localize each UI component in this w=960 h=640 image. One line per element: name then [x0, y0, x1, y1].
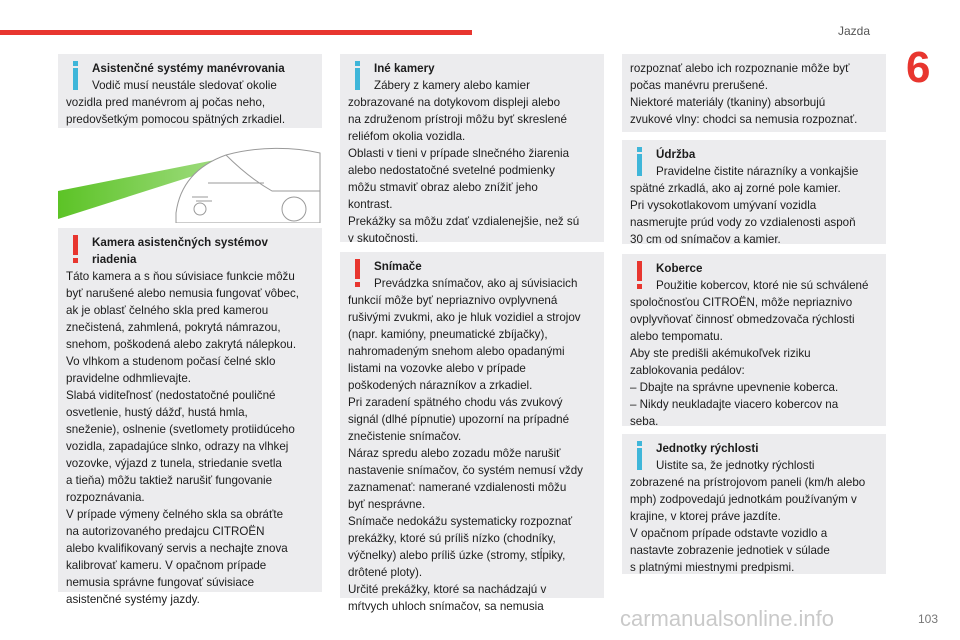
info-icon: [66, 61, 84, 91]
box-title: Jednotky rýchlosti: [656, 442, 759, 455]
box-line: Uistite sa, že jednotky rýchlosti: [656, 459, 815, 472]
box-line: mŕtvych uhloch snímačov, sa nemusia: [348, 600, 544, 613]
box-line: signál (dlhé pípnutie) upozorní na prípadné: [348, 413, 570, 426]
box-line: zvukové vlny: chodci sa nemusia rozpoznať.: [630, 113, 858, 126]
box-line: spoločnosťou CITROËN, môže nepriaznivo: [630, 296, 853, 309]
box-line: zablokovania pedálov:: [630, 364, 745, 377]
box-line: pravidelne odhmlievajte.: [66, 372, 192, 385]
box-line: – Nikdy neukladajte viacero kobercov na: [630, 398, 839, 411]
box-line: funkcií môže byť nepriaznivo ovplyvnená: [348, 294, 558, 307]
box-line: V prípade výmeny čelného skla sa obráťte: [66, 508, 284, 521]
box-line: Pri vysokotlakovom umývaní vozidla: [630, 199, 817, 212]
box-line: Pravidelne čistite nárazníky a vonkajšie: [656, 165, 859, 178]
box-line: predovšetkým pomocou spätných zrkadiel.: [66, 113, 286, 126]
box-line: kontrast.: [348, 198, 393, 211]
info-box-maneuver-assist: [58, 54, 322, 128]
box-line: Určité prekážky, ktoré sa nachádzajú v: [348, 583, 547, 596]
warning-icon: [66, 235, 84, 265]
page-number: 103: [917, 612, 938, 626]
box-title-cont: riadenia: [92, 253, 137, 266]
warning-icon: [630, 261, 648, 291]
box-title: Kamera asistenčných systémov: [92, 236, 268, 249]
info-box-other-cameras: [340, 54, 604, 245]
box-title: Snímače: [374, 260, 422, 273]
box-line: Prevádzka snímačov, ako aj súvisiacich: [374, 277, 578, 290]
box-line: kalibrovať kameru. V opačnom prípade: [66, 559, 267, 572]
box-line: v skutočnosti.: [348, 232, 419, 245]
car-camera-illustration: [58, 143, 322, 223]
box-line: 30 cm od snímačov a kamier.: [630, 233, 781, 246]
box-line: nemusia správne fungovať súvisiace: [66, 576, 255, 589]
box-line: ovplyvňovať činnosť obmedzovača rýchlosti: [630, 313, 855, 326]
box-line: vozidla pred manévrom aj počas neho,: [66, 96, 266, 109]
box-line: znečistená, zahmlená, pokrytá námrazou,: [66, 321, 281, 334]
box-line: nastavenie snímačov, čo systém nemusí vždy: [348, 464, 583, 477]
box-line: mph) zodpovedajú jednotkám používaným v: [630, 493, 857, 506]
box-line: zaznamenať: namerané vzdialenosti môžu: [348, 481, 567, 494]
box-line: drôtené ploty).: [348, 566, 423, 579]
watermark: carmanualsonline.info: [620, 606, 835, 631]
box-line: ak je oblasť čelného skla pred kamerou: [66, 304, 269, 317]
info-icon: [630, 147, 648, 177]
box-line: a tieňa) môžu taktiež narušiť fungovanie: [66, 474, 273, 487]
box-line: znečistenie snímačov.: [348, 430, 462, 443]
box-line: Snímače nedokážu systematicky rozpoznať: [348, 515, 573, 528]
box-title: Údržba: [656, 148, 696, 161]
box-line: V opačnom prípade odstavte vozidlo a: [630, 527, 828, 540]
warning-box-floor-mats: [622, 254, 886, 426]
section-title: Jazda: [837, 24, 870, 38]
box-line: výčnelky) alebo príliš úzke (stromy, stĺpiky,: [348, 549, 566, 562]
box-line: Zábery z kamery alebo kamier: [374, 79, 530, 92]
warning-box-driving-camera: [58, 228, 322, 606]
box-line: Táto kamera a s ňou súvisiace funkcie môžu: [66, 270, 295, 283]
box-line: rušivými zvukmi, ako je hluk vozidiel a strojov: [348, 311, 581, 324]
box-line: rozpoznávania.: [66, 491, 145, 504]
box-line: (napr. kamióny, pneumatické zbíjačky),: [348, 328, 548, 341]
box-line: Prekážky sa môžu zdať vzdialenejšie, než sú: [348, 215, 580, 228]
box-line: Oblasti v tieni v prípade slnečného žiarenia: [348, 147, 570, 160]
box-line: zobrazené na prístrojovom paneli (km/h alebo: [630, 476, 866, 489]
box-line: nahromadeným snehom alebo opadanými: [348, 345, 565, 358]
box-line: Použitie kobercov, ktoré nie sú schválené: [656, 279, 869, 292]
box-line: asistenčné systémy jazdy.: [66, 593, 200, 606]
box-line: na autorizovaného predajcu CITROËN: [66, 525, 265, 538]
box-line: Vo vlhkom a studenom počasí čelné sklo: [66, 355, 276, 368]
box-line: snehom, poškodená alebo zakrytá nálepkou.: [66, 338, 297, 351]
box-line: Slabá viditeľnosť (nedostatočné pouličné: [66, 389, 276, 402]
box-line: alebo tempomatu.: [630, 330, 723, 343]
box-line: Náraz spredu alebo zozadu môže narušiť: [348, 447, 561, 460]
box-line: vozovke, výjazd z tunela, striedanie svetla: [66, 457, 282, 470]
box-title: Asistenčné systémy manévrovania: [92, 62, 285, 75]
info-icon: [630, 441, 648, 471]
box-line: reliéfom okolia vozidla.: [348, 130, 466, 143]
box-line: môžu stmaviť obraz alebo znížiť jeho: [348, 181, 538, 194]
warning-icon: [348, 259, 366, 289]
box-line: nastavte zobrazenie jednotiek v súlade: [630, 544, 830, 557]
box-line: byť narušené alebo nemusia fungovať vôbec,: [66, 287, 299, 300]
box-line: alebo kvalifikovaný servis a nechajte znova: [66, 542, 288, 555]
box-title: Koberce: [656, 262, 703, 275]
box-line: s platnými miestnymi predpismi.: [630, 561, 795, 574]
box-line: Aby ste predišli akémukoľvek riziku: [630, 347, 811, 360]
box-line: alebo nedostatočné svetelné podmienky: [348, 164, 555, 177]
box-line: vozidla, zapadajúce slnko, odrazy na vlhkej: [66, 440, 289, 453]
box-line: osvetlenie, hustý dážď, hustá hmla,: [66, 406, 248, 419]
box-line: Pri zaradení spätného chodu vás zvukový: [348, 396, 563, 409]
box-line: seba.: [630, 415, 659, 428]
box-line: sneženie), oslnenie (svetlomety protiidúceho: [66, 423, 295, 436]
box-line: poškodených nárazníkov a zrkadiel.: [348, 379, 533, 392]
box-line: Niektoré materiály (tkaniny) absorbujú: [630, 96, 826, 109]
box-line: počas manévru prerušené.: [630, 79, 768, 92]
box-line: nasmerujte prúd vody zo vzdialenosti aspoň: [630, 216, 856, 229]
box-line: listami na vozovke alebo v prípade: [348, 362, 526, 375]
box-line: prekážky, ktoré sú príliš nízko (chodníky,: [348, 532, 556, 545]
box-line: rozpoznať alebo ich rozpoznanie môže byť: [630, 62, 850, 75]
box-line: Vodič musí neustále sledovať okolie: [92, 79, 277, 92]
box-line: krajine, v ktorej práve jazdíte.: [630, 510, 781, 523]
chapter-number: 6: [906, 43, 931, 92]
info-icon: [348, 61, 366, 91]
warning-box-sensors: [340, 252, 604, 613]
box-line: spätné zrkadlá, ako aj zorné pole kamier.: [630, 182, 841, 195]
box-line: byť nesprávne.: [348, 498, 426, 511]
top-accent-bar: [0, 30, 472, 35]
info-box-maintenance: [622, 140, 886, 244]
box-line: na združenom prístroji môžu byť skreslené: [348, 113, 567, 126]
info-box-speed-units: [622, 434, 886, 574]
box-line: – Dbajte na správne upevnenie koberca.: [630, 381, 839, 394]
sensors-box-continued: [622, 54, 886, 132]
box-title: Iné kamery: [374, 62, 435, 75]
box-line: zobrazované na dotykovom displeji alebo: [348, 96, 561, 109]
